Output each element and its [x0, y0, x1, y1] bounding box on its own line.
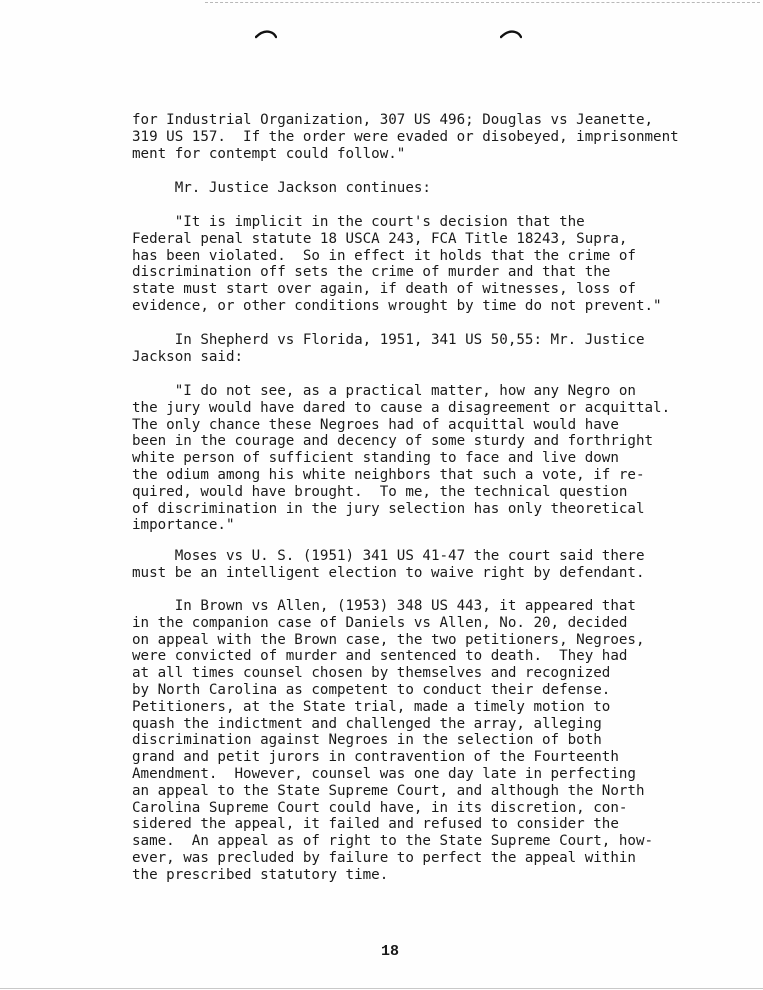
- text-line: In Brown vs Allen, (1953) 348 US 443, it appeared that: [132, 598, 636, 614]
- text-line: the prescribed statutory time.: [132, 866, 389, 883]
- bottom-edge-line: [0, 988, 763, 989]
- text-line: Mr. Justice Jackson continues:: [132, 180, 431, 196]
- text-line: for Industrial Organization, 307 US 496; Douglas vs Jeanette,: [132, 112, 654, 128]
- paragraph-shepherd-citation: [132, 332, 712, 366]
- text-line: quash the indictment and challenged the array, alleging: [132, 715, 602, 732]
- text-line: Amendment. However, counsel was one day late in perfecting: [132, 765, 636, 782]
- text-line: discrimination off sets the crime of murder and that the: [132, 264, 611, 281]
- text-line: of discrimination in the jury selection has only theoretical: [132, 500, 645, 517]
- page-number: 18: [381, 943, 400, 960]
- text-line: "It is implicit in the court's decision that the: [132, 214, 585, 230]
- text-line: The only chance these Negroes had of acquittal would have: [132, 416, 619, 433]
- paragraph-moses-citation: [132, 548, 712, 582]
- paragraph-jackson-continues: [132, 180, 712, 197]
- text-line: sidered the appeal, it failed and refused to consider the: [132, 816, 619, 833]
- text-line: In Shepherd vs Florida, 1951, 341 US 50,55: Mr. Justice: [132, 332, 645, 348]
- text-line: by North Carolina as competent to conduct their defense.: [132, 681, 611, 698]
- text-line: Moses vs U. S. (1951) 341 US 41-47 the court said there: [132, 548, 645, 564]
- text-line: quired, would have brought. To me, the technical question: [132, 483, 628, 500]
- text-line: Jackson said:: [132, 348, 244, 365]
- paragraph-brown-allen: [132, 598, 712, 884]
- text-line: at all times counsel chosen by themselves and recognized: [132, 665, 611, 682]
- text-line: the jury would have dared to cause a disagreement or acquittal.: [132, 399, 671, 416]
- text-line: ment for contempt could follow.": [132, 145, 406, 162]
- text-line: 319 US 157. If the order were evaded or disobeyed, imprisonment: [132, 128, 679, 145]
- text-line: an appeal to the State Supreme Court, and although the North: [132, 782, 645, 799]
- paragraph-shepherd-quote: [132, 383, 712, 534]
- text-line: Petitioners, at the State trial, made a timely motion to: [132, 698, 611, 715]
- text-line: has been violated. So in effect it holds that the crime of: [132, 247, 636, 264]
- text-line: state must start over again, if death of witnesses, loss of: [132, 281, 636, 298]
- top-edge-dotted-line: [205, 2, 760, 3]
- text-line: were convicted of murder and sentenced to death. They had: [132, 648, 628, 665]
- binder-hole-mark-right: [500, 28, 522, 40]
- text-line: ever, was precluded by failure to perfect the appeal within: [132, 849, 636, 866]
- text-line: same. An appeal as of right to the State Supreme Court, how-: [132, 833, 654, 850]
- text-line: Federal penal statute 18 USCA 243, FCA Title 18243, Supra,: [132, 230, 628, 247]
- text-line: white person of sufficient standing to face and live down: [132, 450, 619, 467]
- text-line: Carolina Supreme Court could have, in its discretion, con-: [132, 799, 628, 816]
- text-line: "I do not see, as a practical matter, how any Negro on: [132, 383, 636, 399]
- text-line: discrimination against Negroes in the selection of both: [132, 732, 602, 749]
- paragraph-citation-continuation: [132, 112, 712, 162]
- text-line: been in the courage and decency of some sturdy and forthright: [132, 433, 654, 450]
- binder-hole-mark-left: [255, 28, 277, 40]
- text-line: on appeal with the Brown case, the two petitioners, Negroes,: [132, 631, 645, 648]
- text-line: the odium among his white neighbors that such a vote, if re-: [132, 466, 645, 483]
- text-line: in the companion case of Daniels vs Allen, No. 20, decided: [132, 614, 628, 631]
- text-line: evidence, or other conditions wrought by time do not prevent.": [132, 297, 662, 314]
- text-line: grand and petit jurors in contravention of the Fourteenth: [132, 749, 619, 766]
- paragraph-jackson-quote: [132, 214, 712, 315]
- text-line: must be an intelligent election to waive right by defendant.: [132, 564, 645, 581]
- text-line: importance.": [132, 517, 235, 534]
